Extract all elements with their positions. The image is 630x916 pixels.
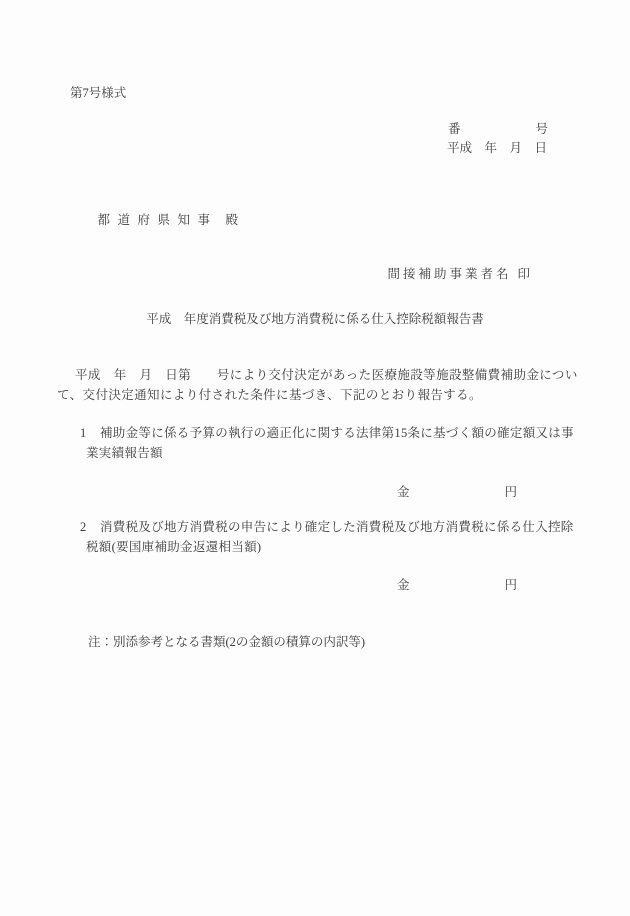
item-2-amount-line [397, 578, 517, 593]
body-paragraph-line-2: て、交付決定通知により付された条件に基づき、下記のとおり報告する。 [57, 388, 482, 402]
document-title: 平成 年度消費税及び地方消費税に係る仕入控除税額報告書 [146, 312, 484, 326]
addressee-honorific: 殿 [225, 213, 239, 227]
seal-mark: 印 [517, 267, 531, 281]
item-2-amount-prefix: 金 [397, 578, 410, 592]
item-1-amount-prefix: 金 [397, 485, 410, 499]
item-2-number: 2 [80, 520, 87, 534]
form-number-label: 第7号様式 [70, 86, 127, 100]
sender-line [375, 252, 530, 297]
item-1-number: 1 [80, 426, 87, 440]
doc-number-prefix: 番 [448, 122, 461, 136]
note-line: 注：別添参考となる書類(2の金額の積算の内訳等) [88, 635, 366, 649]
item-2-text-line-1: 消費税及び地方消費税の申告により確定した消費税及び地方消費税に係る仕入控除 [100, 520, 574, 534]
addressee-line [85, 198, 238, 243]
item-2-text-line-2: 税額(要国庫補助金返還相当額) [86, 540, 262, 554]
body-paragraph-line-1: 平成 年 月 日第 号により交付決定があった医療施設等施設整備費補助金につい [75, 368, 578, 382]
item-1-amount-line [397, 485, 517, 500]
sender-name-label: 間接補助事業者名 [387, 267, 512, 281]
item-2-amount-unit: 円 [504, 578, 517, 592]
doc-number-suffix: 号 [535, 122, 548, 136]
date-line: 平成 年 月 日 [447, 141, 548, 155]
item-1-amount-unit: 円 [504, 485, 517, 499]
addressee-name: 都道府県知事 [97, 213, 218, 227]
item-1-text-line-2: 業実績報告額 [86, 446, 163, 460]
item-1-text-line-1: 補助金等に係る予算の執行の適正化に関する法律第15条に基づく額の確定額又は事 [100, 426, 574, 440]
document-number-line [448, 122, 548, 137]
